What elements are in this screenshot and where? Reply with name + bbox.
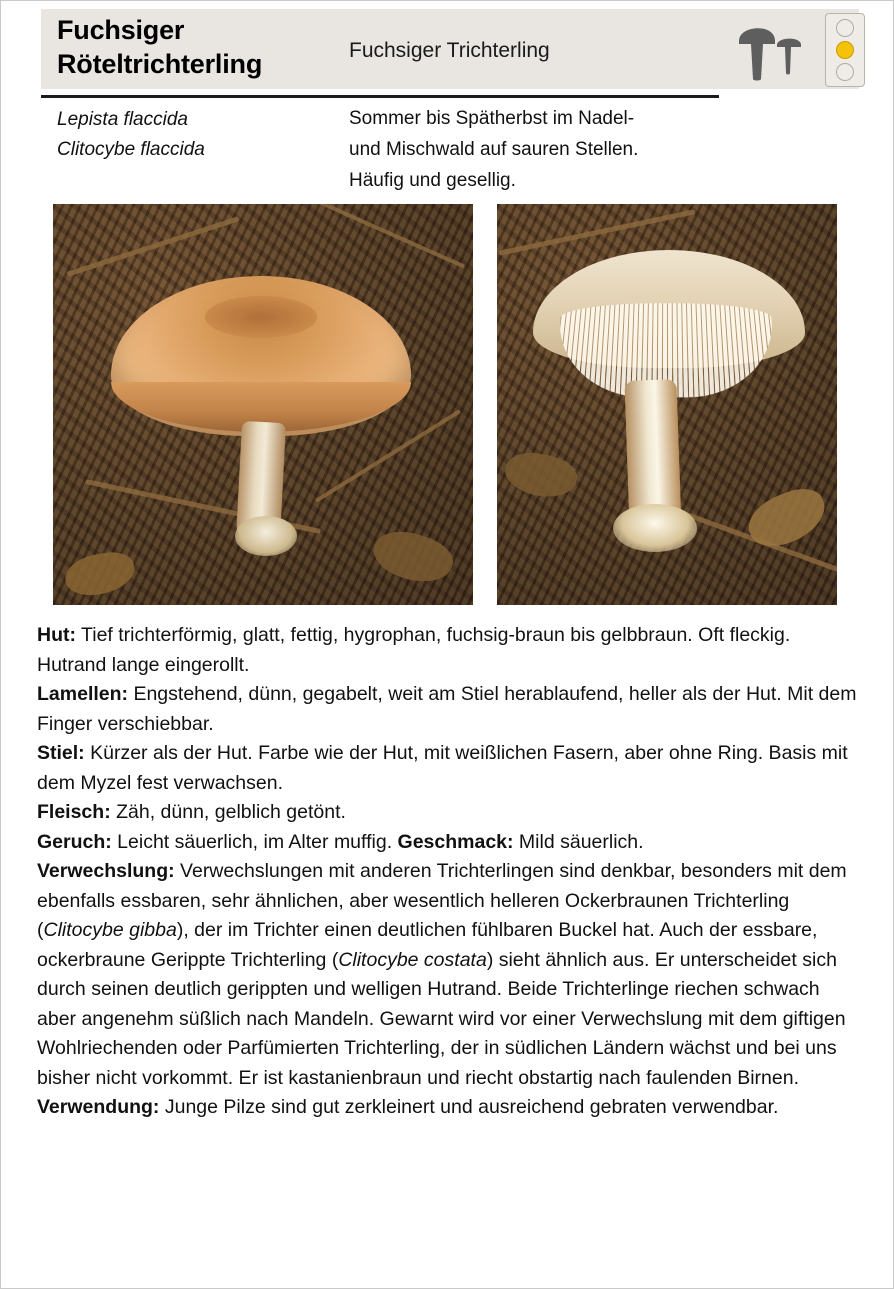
mushroom-cap-funnel-dimple (205, 296, 317, 338)
header-divider (41, 95, 719, 98)
season-line-1: Sommer bis Spätherbst im Nadel- (349, 108, 635, 129)
desc-verwendung-text: Junge Pilze sind gut zerkleinert und ausreichend gebraten verwendbar. (159, 1096, 779, 1118)
mushroom-icon (731, 15, 805, 83)
desc-verwechslung-species-2: Clitocybe costata (338, 948, 487, 971)
desc-hut (37, 621, 861, 680)
desc-verwechslung-label: Verwechslung: (37, 860, 175, 882)
desc-stiel-label: Stiel: (37, 742, 85, 764)
desc-verwendung (37, 1093, 861, 1123)
mushroom-stem-base (613, 504, 697, 552)
desc-verwendung-label: Verwendung: (37, 1096, 160, 1118)
photo-cap-top-view (53, 204, 473, 605)
desc-stiel-text: Kürzer als der Hut. Farbe wie der Hut, mit weißlichen Fasern, aber ohne Ring. Basis mit dem Myzel fest verwachsen. (37, 742, 848, 794)
desc-stiel (37, 739, 861, 798)
desc-fleisch-label: Fleisch: (37, 801, 111, 823)
desc-lamellen-label: Lamellen: (37, 683, 129, 705)
photo-gills-side-view (497, 204, 837, 605)
header (41, 9, 859, 89)
page-title: Fuchsiger Röteltrichterling (57, 15, 263, 79)
desc-verwechslung-text-2: ), der im Trichter einen deutlichen fühlbaren Buckel hat. Auch der essbare, ockerbraune Gerippte Trichterling ( (37, 919, 818, 971)
signal-lamp-red (836, 19, 854, 37)
desc-lamellen (37, 680, 861, 739)
desc-verwechslung-text-3: ) sieht ähnlich aus. Er unterscheidet sich durch seinen deutlich gerippten und welligen Hutrand. Beide Trichterlinge riechen schwach aber angenehm süßlich nach Mandeln. Gewarnt wird vor einer Verwechslung mit dem giftigen Wohlriechenden oder Parfümierten Trichterling, der in südlichen Ländern wächst und bei uns bisher nicht vorkommt. Er ist kastanienbraun und riecht obstartig nach faulenden Birnen. (37, 948, 846, 1089)
edibility-traffic-light (825, 13, 865, 87)
desc-geruch-label: Geruch: (37, 830, 112, 853)
latin-names (57, 105, 327, 165)
latin-name-primary: Lepista flaccida (57, 109, 188, 130)
desc-geruch-geschmack (37, 828, 861, 858)
desc-geruch-text: Leicht säuerlich, im Alter muffig. (111, 830, 398, 853)
season-habitat (349, 103, 729, 196)
desc-verwechslung (37, 857, 861, 1093)
season-line-2: und Mischwald auf sauren Stellen. (349, 139, 639, 160)
desc-hut-text: Tief trichterförmig, glatt, fettig, hygrophan, fuchsig-braun bis gelbbraun. Oft fleckig. Hutrand lange eingerollt. (37, 624, 791, 676)
desc-fleisch-text: Zäh, dünn, gelblich getönt. (110, 801, 346, 823)
latin-name-synonym: Clitocybe flaccida (57, 139, 205, 160)
desc-fleisch (37, 798, 861, 828)
desc-geschmack-label: Geschmack: (397, 830, 514, 853)
desc-verwechslung-species-1: Clitocybe gibba (43, 919, 177, 941)
signal-lamp-yellow (836, 41, 854, 59)
desc-geschmack-text: Mild säuerlich. (513, 830, 644, 853)
desc-lamellen-text: Engstehend, dünn, gegabelt, weit am Stiel herablaufend, heller als der Hut. Mit dem Finger verschiebbar. (37, 683, 857, 735)
description-body (37, 621, 861, 1123)
signal-lamp-green (836, 63, 854, 81)
season-line-3: Häufig und gesellig. (349, 170, 516, 191)
alternate-name: Fuchsiger Trichterling (349, 39, 550, 62)
desc-hut-label: Hut: (37, 624, 76, 646)
desc-verwechslung-text-1: Verwechslungen mit anderen Trichterlingen sind denkbar, besonders mit dem ebenfalls essbaren, sehr ähnlichen, aber wesentlich helleren Ockerbraunen Trichterling ( (37, 860, 847, 941)
mushroom-stem-base (235, 516, 297, 556)
